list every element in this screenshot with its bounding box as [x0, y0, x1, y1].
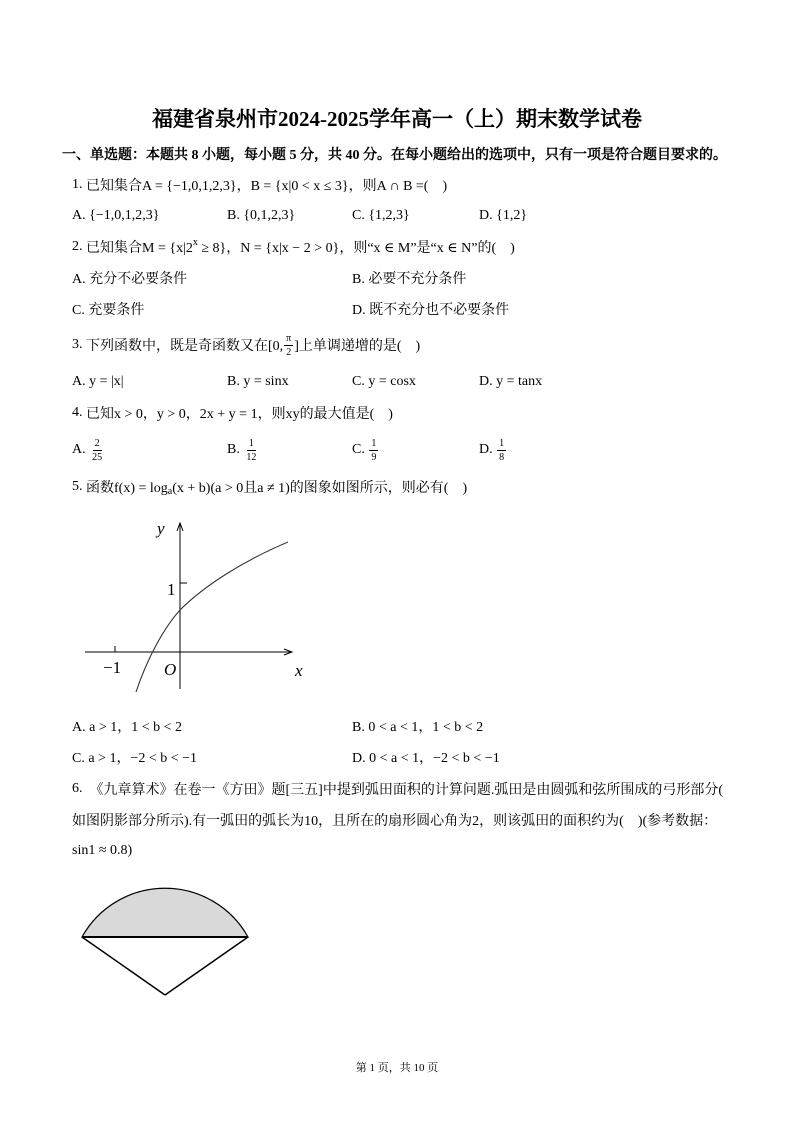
- question-number: 4.: [72, 405, 86, 420]
- option-label: B.: [227, 442, 244, 457]
- x-tick-label: −1: [103, 658, 122, 677]
- question-3-stem: [72, 331, 420, 359]
- question-6-line-3: [72, 841, 132, 861]
- question-2-option-a: [72, 268, 187, 288]
- question-3-option-a: [72, 372, 124, 392]
- option-text: C. 充要条件: [72, 303, 145, 318]
- page-number: 第 1 页，共 10 页: [355, 1062, 439, 1074]
- question-number: 5.: [72, 479, 86, 494]
- arc-field-figure: [70, 878, 265, 1003]
- question-text-line: 如图阴影部分所示).有一弧田的弧长为10，且所在的扇形圆心角为2，则该弧田的面积约为( )(参考数据：: [72, 814, 718, 829]
- shaded-segment: [82, 888, 248, 937]
- option-text: B. 必要不充分条件: [352, 272, 467, 287]
- fraction-numerator: 1: [371, 437, 377, 449]
- question-1-stem: [72, 175, 447, 195]
- question-text-part: 函数f(x) = log: [86, 481, 168, 496]
- question-1-option-b: [227, 206, 295, 226]
- fraction: [369, 438, 378, 463]
- option-text: B. 0 < a < 1，1 < b < 2: [352, 720, 484, 735]
- question-6-line-1: [72, 779, 723, 799]
- question-text-part: 已知集合M = {x|2: [86, 241, 193, 256]
- question-2-stem: [72, 237, 515, 257]
- question-1-option-d: [479, 206, 527, 226]
- question-1-option-a: [72, 206, 159, 226]
- question-text-part: (x + b)(a > 0且a ≠ 1)的图象如图所示，则必有( ): [172, 481, 468, 496]
- option-text: D. 0 < a < 1，−2 < b < −1: [352, 751, 500, 766]
- superscript: x: [192, 236, 198, 248]
- x-axis-label: x: [295, 661, 303, 680]
- question-4-option-a: [72, 436, 105, 464]
- question-3-option-d: [479, 372, 542, 392]
- title-text: 福建省泉州市2024-2025学年高一（上）期末数学试卷: [152, 107, 642, 131]
- question-5-option-d: [352, 747, 500, 767]
- option-text: A. y = |x|: [72, 374, 124, 389]
- option-text: C. {1,2,3}: [352, 208, 410, 223]
- fraction: [284, 333, 293, 358]
- question-text: 已知集合A = {−1,0,1,2,3}，B = {x|0 < x ≤ 3}，则A ∩ B =( ): [86, 179, 448, 194]
- fraction-denominator: 9: [371, 451, 377, 463]
- question-4-option-c: [352, 436, 379, 464]
- option-text: A. {−1,0,1,2,3}: [72, 208, 160, 223]
- option-text: B. {0,1,2,3}: [227, 208, 296, 223]
- page-footer: [0, 1059, 794, 1075]
- fraction-denominator: 2: [286, 346, 292, 358]
- fraction-denominator: 12: [246, 451, 257, 463]
- question-number: 3.: [72, 337, 86, 352]
- sector-radius-right: [165, 937, 248, 995]
- question-text-part: 下列函数中，既是奇函数又在[0,: [86, 339, 284, 354]
- question-text-line: 《九章算术》在卷一《方田》题[三五]中提到弧田面积的计算问题.弧田是由圆弧和弦所围成的弓形部分(: [89, 783, 723, 798]
- question-text-part: ≥ 8}，N = {x|x − 2 > 0}，则“x ∈ M”是“x ∈ N”的( ): [197, 241, 515, 256]
- option-label: C.: [352, 442, 369, 457]
- option-label: A.: [72, 442, 90, 457]
- subscript: a: [167, 485, 173, 497]
- option-text: C. a > 1，−2 < b < −1: [72, 751, 198, 766]
- question-5-option-b: [352, 716, 483, 736]
- question-number: 1.: [72, 177, 86, 192]
- question-3-option-b: [227, 372, 289, 392]
- question-5-option-a: [72, 716, 182, 736]
- page-title: [0, 104, 794, 132]
- option-text: D. 既不充分也不必要条件: [352, 303, 510, 318]
- option-text: B. y = sinx: [227, 374, 289, 389]
- section-heading: [62, 144, 727, 164]
- section-heading-text: 一、单选题：本题共 8 小题，每小题 5 分，共 40 分。在每小题给出的选项中，只有一项是符合题目要求的。: [62, 148, 727, 163]
- question-5-option-c: [72, 747, 197, 767]
- fraction-numerator: π: [286, 332, 292, 344]
- fraction-numerator: 2: [94, 437, 100, 449]
- fraction: [90, 438, 104, 463]
- origin-label: O: [164, 660, 177, 679]
- question-2-option-b: [352, 268, 466, 288]
- question-3-option-c: [352, 372, 416, 392]
- log-function-graph: [80, 510, 320, 700]
- question-6-line-2: [72, 810, 717, 830]
- question-1-option-c: [352, 206, 410, 226]
- fraction-numerator: 1: [248, 437, 254, 449]
- fraction-denominator: 25: [92, 451, 103, 463]
- fraction: [497, 438, 506, 463]
- question-4-option-d: [479, 436, 507, 464]
- question-4-option-b: [227, 436, 259, 464]
- question-text: 已知x > 0，y > 0，2x + y = 1，则xy的最大值是( ): [86, 407, 393, 422]
- question-text-line: sin1 ≈ 0.8): [72, 843, 133, 858]
- question-5-stem: [72, 477, 467, 497]
- option-label: D.: [479, 442, 497, 457]
- fraction-numerator: 1: [499, 437, 505, 449]
- option-text: D. {1,2}: [479, 208, 528, 223]
- option-text: D. y = tanx: [479, 374, 543, 389]
- option-text: C. y = cosx: [352, 374, 416, 389]
- question-number: 6.: [72, 781, 90, 796]
- sector-radius-left: [82, 937, 165, 995]
- fraction-denominator: 8: [499, 451, 505, 463]
- function-curve: [136, 542, 288, 692]
- question-2-option-d: [352, 299, 509, 319]
- option-text: A. a > 1，1 < b < 2: [72, 720, 183, 735]
- y-tick-label: 1: [167, 580, 176, 599]
- question-text-part: ]上单调递增的是( ): [294, 339, 421, 354]
- y-axis-label: y: [157, 519, 165, 538]
- option-text: A. 充分不必要条件: [72, 272, 188, 287]
- question-number: 2.: [72, 239, 86, 254]
- fraction: [244, 438, 258, 463]
- question-2-option-c: [72, 299, 144, 319]
- question-4-stem: [72, 403, 393, 423]
